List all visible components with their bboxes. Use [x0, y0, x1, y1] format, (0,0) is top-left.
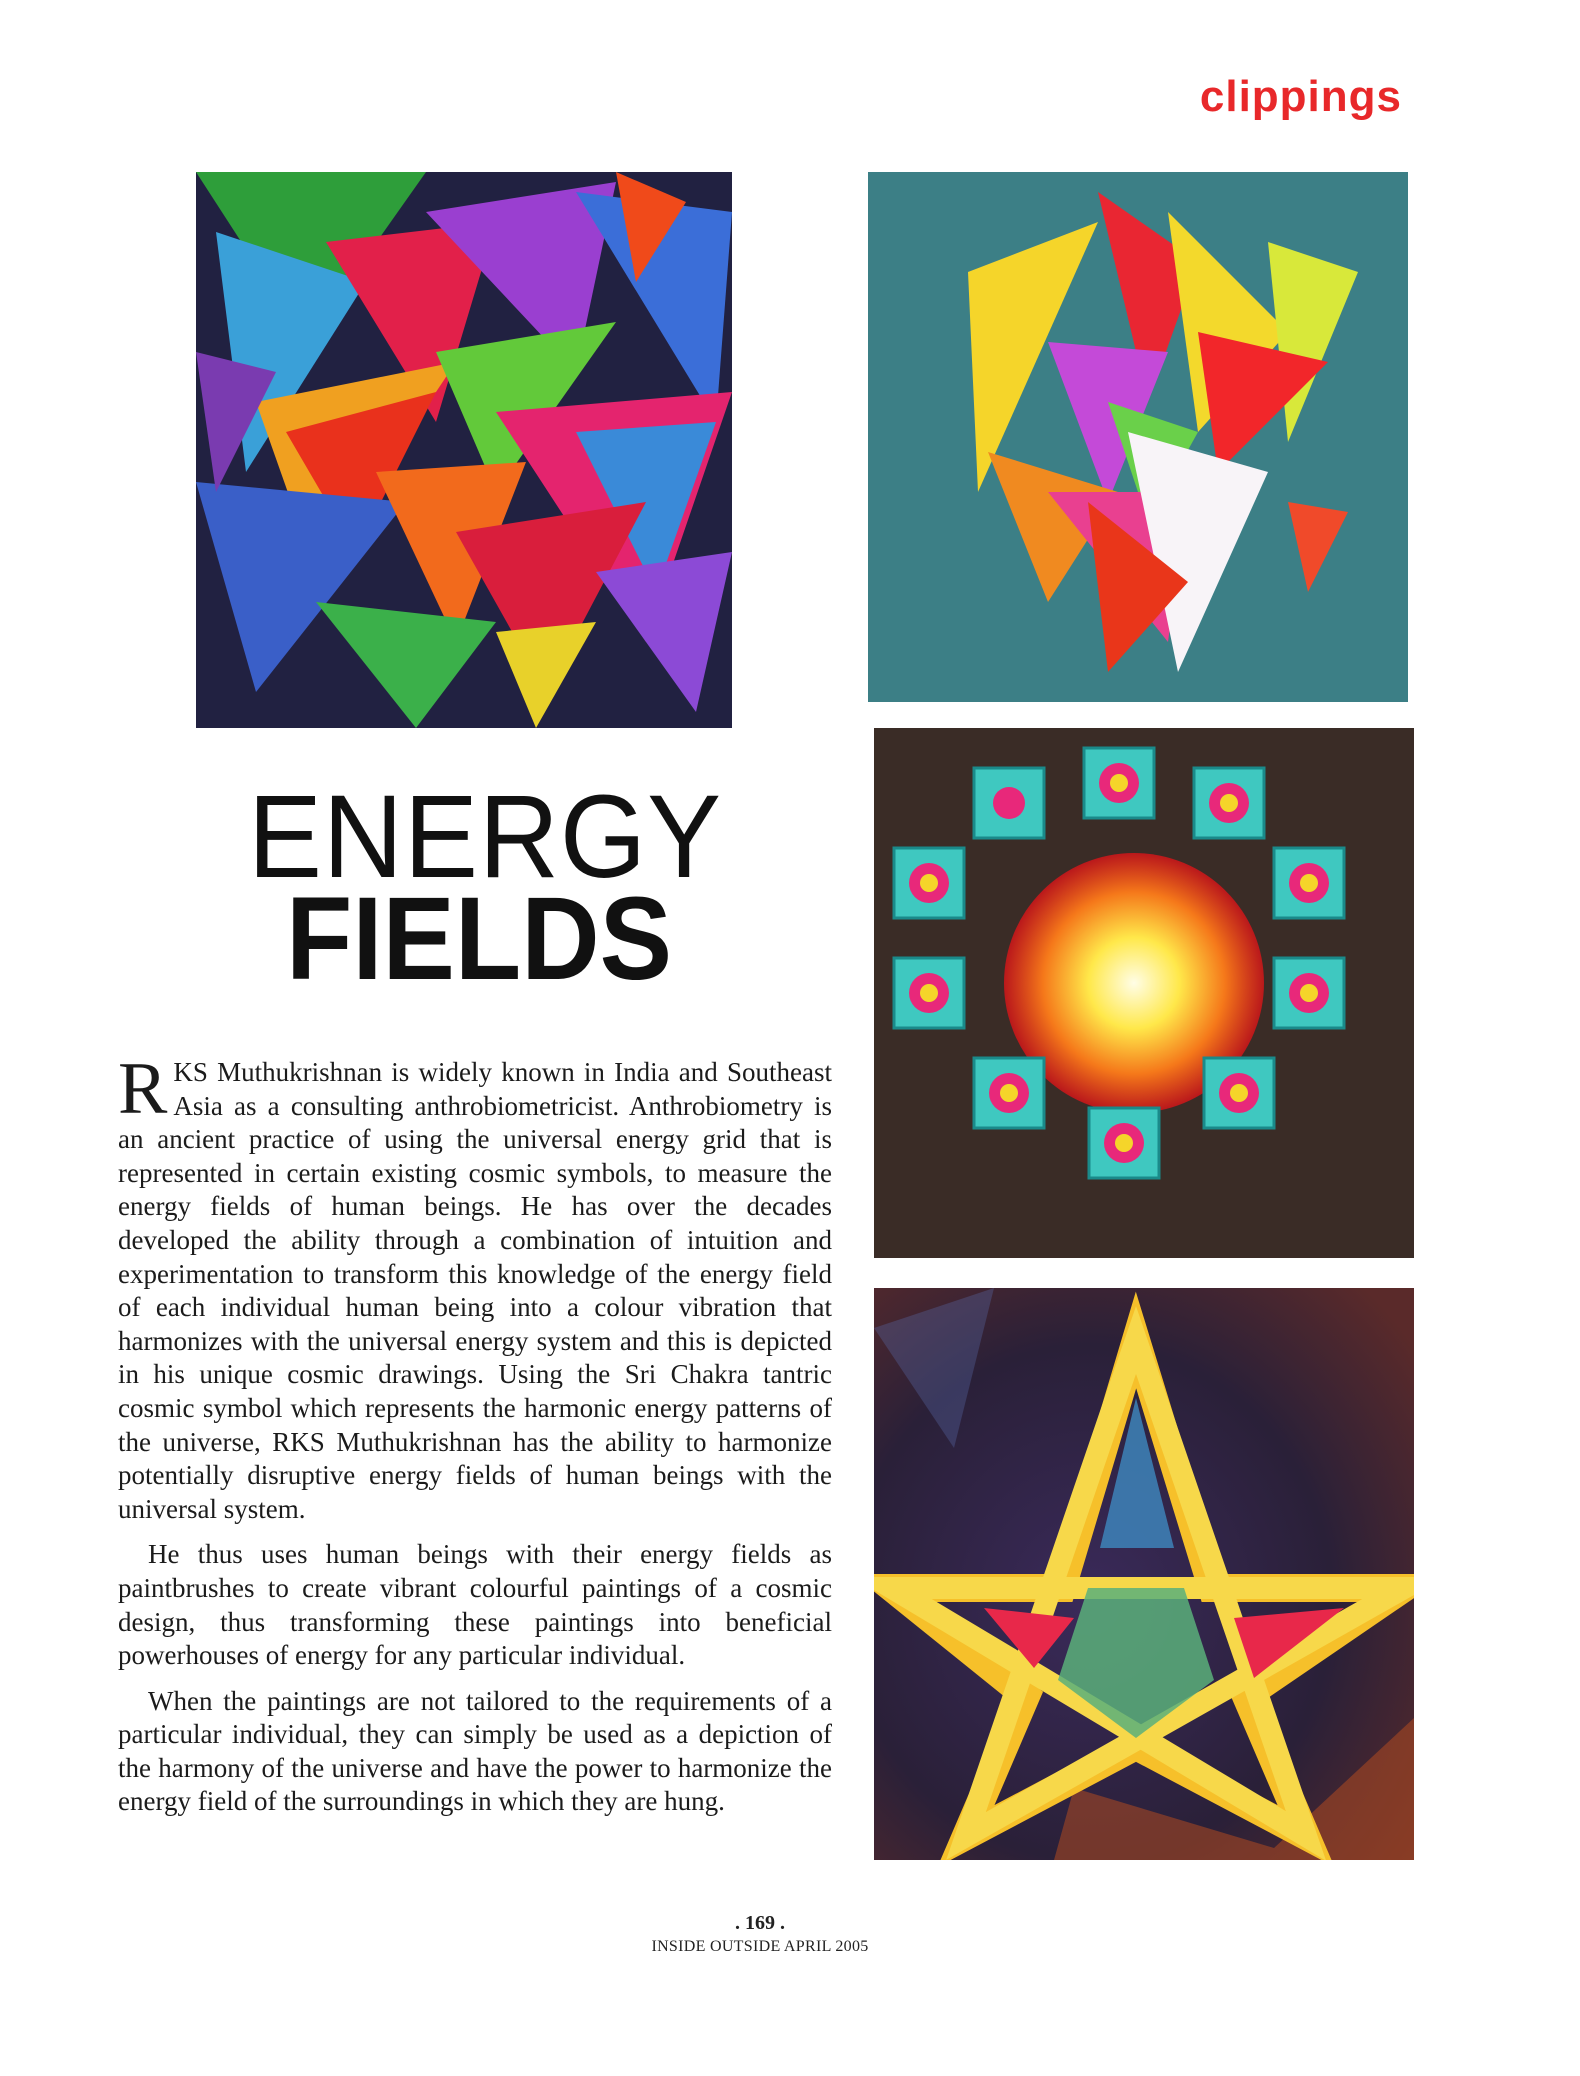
- article-paragraph-2: He thus uses human beings with their energy fields as paintbrushes to create vibrant colourful paintings of a cosmic design, thus transforming these paintings into beneficial powerhouses of energy for any particular individual.: [118, 1539, 832, 1671]
- painting-shards-teal: [868, 172, 1408, 702]
- headline-line-1: ENERGY: [248, 771, 723, 903]
- drop-cap: R: [118, 1048, 168, 1130]
- headline-line-2: FIELDS: [286, 873, 673, 1005]
- page-number: . 169 .: [735, 1912, 785, 1934]
- publication-credit: INSIDE OUTSIDE APRIL 2005: [651, 1938, 869, 1955]
- article-paragraph-1: [118, 1048, 832, 1526]
- article-paragraph-3: When the paintings are not tailored to the requirements of a particular individual, they can simply be used as a depiction of the harmony of the universe and have the power to harmonize the energy field of the surroundings in which they are hung.: [118, 1685, 832, 1817]
- article-paragraph-1-text: KS Muthukrishnan is widely known in India and Southeast Asia as a consulting anthrobiometricist. Anthrobiometry is an ancient practice of using the universal energy grid that is represented in certain existing cosmic symbols, to measure the energy fields of human beings. He has over the decades developed the ability through a combination of intuition and experimentation to transform this knowledge of the energy field of each individual human being into a colour vibration that harmonizes with the universal energy system and this is depicted in his unique cosmic drawings. Using the Sri Chakra tantric cosmic symbol which represents the harmonic energy patterns of the universe, RKS Muthukrishnan has the ability to harmonize potentially disruptive energy fields of human beings with the universal system.: [118, 1057, 832, 1524]
- painting-triangles-square: [196, 172, 732, 728]
- painting-pentagram: [874, 1288, 1414, 1860]
- section-label: clippings: [1199, 72, 1402, 121]
- article-body: [118, 1048, 832, 1831]
